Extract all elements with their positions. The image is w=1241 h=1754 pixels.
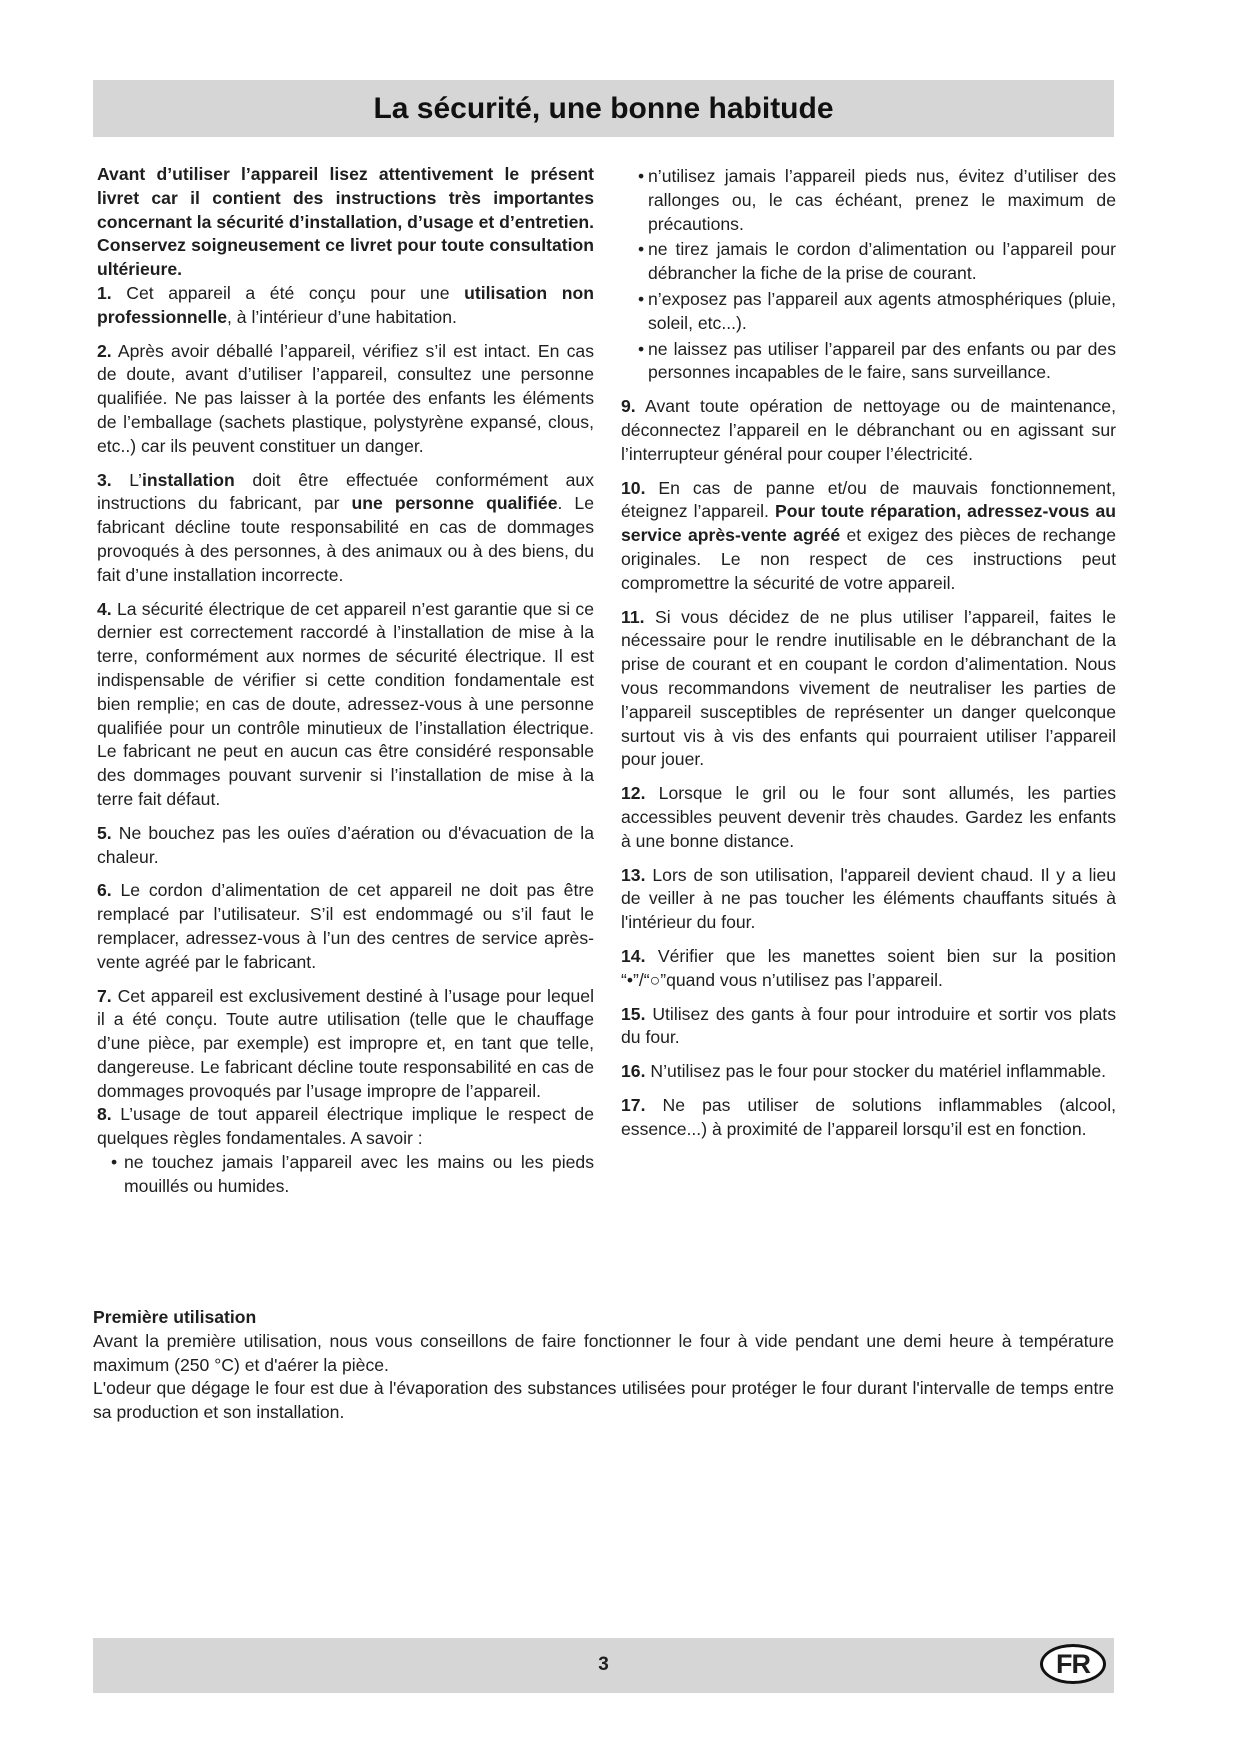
item-4 bbox=[97, 598, 594, 812]
item-2 bbox=[97, 340, 594, 459]
right-bullet-list bbox=[621, 165, 1116, 385]
language-badge: FR bbox=[1040, 1644, 1106, 1684]
first-use-section bbox=[93, 1306, 1114, 1425]
list-item: • n’utilisez jamais l’appareil pieds nus, évitez d’utiliser des rallonges ou, le cas échéant, prenez le maximum de précautions. bbox=[621, 165, 1116, 236]
item-7-text: Cet appareil est exclusivement destiné à l’usage pour lequel il a été conçu. Toute autre utilisation (telle que le chauffage d’une pièce, par exemple) est impropre et, en tant que telle, dangereuse. Le fabricant décline toute responsabilité en cas de dommages provoqués par l’usage impropre de l’appareil. bbox=[97, 985, 594, 1101]
item-14-number: 14. bbox=[621, 945, 646, 966]
intro-paragraph: Avant d’utiliser l’appareil lisez attentivement le présent livret car il contient des instructions très importantes concernant la sécurité d’installation, d’usage et d’entretien. Conservez soigneusement ce livret pour toute consultation ultérieure. bbox=[97, 164, 594, 280]
item-10-text-b: et exigez des pièces de rechange originales. Le non respect de ces instructions peut compromettre la sécurité de votre appareil. bbox=[621, 525, 1116, 593]
item-3-text-b: doit être effectuée conformément aux instructions du fabricant, par bbox=[97, 469, 594, 514]
item-5 bbox=[97, 822, 594, 870]
item-3-number: 3. bbox=[97, 469, 112, 490]
item-14 bbox=[621, 945, 1116, 993]
item-8-bullet-list bbox=[97, 1151, 594, 1199]
item-15 bbox=[621, 1003, 1116, 1051]
item-15-number: 15. bbox=[621, 1003, 646, 1024]
first-use-paragraph-2: L'odeur que dégage le four est due à l'évaporation des substances utilisées pour protéger le four durant l'intervalle de temps entre sa production et son installation. bbox=[93, 1378, 1114, 1423]
list-item: • ne tirez jamais le cordon d’alimentation ou l’appareil pour débrancher la fiche de la prise de courant. bbox=[621, 238, 1116, 286]
item-16-number: 16. bbox=[621, 1061, 646, 1082]
item-10-number: 10. bbox=[621, 477, 646, 498]
item-1-text-a: Cet appareil a été conçu pour une bbox=[111, 282, 465, 303]
item-3-bold-a: installation bbox=[141, 469, 235, 490]
item-12-number: 12. bbox=[621, 783, 646, 804]
item-17 bbox=[621, 1094, 1116, 1142]
item-2-number: 2. bbox=[97, 340, 112, 361]
item-6-text: Le cordon d’alimentation de cet appareil ne doit pas être remplacé par l’utilisateur. S’il est endommagé ou s’il faut le remplacer, adressez-vous à l’un des centres de service après-vente agréé par le fabricant. bbox=[97, 880, 594, 972]
item-5-number: 5. bbox=[97, 822, 112, 843]
item-1-bold: utilisation non professionnelle bbox=[97, 282, 594, 327]
list-item: • ne laissez pas utiliser l’appareil par des enfants ou par des personnes incapables de le faire, sans surveillance. bbox=[621, 338, 1116, 386]
item-1-text-b: , à l’intérieur d’une habitation. bbox=[227, 306, 457, 327]
item-5-text: Ne bouchez pas les ouïes d’aération ou d'évacuation de la chaleur. bbox=[97, 822, 594, 867]
item-16-text: N’utilisez pas le four pour stocker du matériel inflammable. bbox=[645, 1061, 1107, 1082]
item-8-text: L’usage de tout appareil électrique implique le respect de quelques règles fondamentales. A savoir : bbox=[97, 1104, 594, 1149]
item-3-text-a: L’ bbox=[111, 469, 142, 490]
item-14-text: Vérifier que les manettes soient bien sur la position “•”/“○”quand vous n’utilisez pas l’appareil. bbox=[621, 945, 1116, 990]
title-bar bbox=[93, 80, 1114, 137]
right-column bbox=[621, 165, 1116, 1151]
first-use-paragraph-1: Avant la première utilisation, nous vous conseillons de faire fonctionner le four à vide pendant une demi heure à température maximum (250 °C) et d'aérer la pièce. bbox=[93, 1330, 1114, 1375]
item-10-bold: Pour toute réparation, adressez-vous au service après-vente agréé bbox=[621, 501, 1116, 546]
item-17-number: 17. bbox=[621, 1094, 646, 1115]
item-10-text-a: En cas de panne et/ou de mauvais fonctionnement, éteignez l’appareil. bbox=[621, 477, 1116, 522]
item-11-number: 11. bbox=[621, 606, 645, 627]
page-number: 3 bbox=[598, 1654, 609, 1675]
item-1-number: 1. bbox=[97, 282, 112, 303]
item-6 bbox=[97, 879, 594, 974]
first-use-heading: Première utilisation bbox=[93, 1307, 257, 1327]
item-4-text: La sécurité électrique de cet appareil n’est garantie que si ce dernier est correctement raccordé à l’installation de mise à la terre, conformément aux normes de sécurité électrique. Il est indispensable de vérifier si cette condition fondamentale est bien remplie; en cas de doute, adressez-vous à une personne qualifiée pour un contrôle minutieux de l’installation électrique. Le fabricant ne peut en aucun cas être considéré responsable des dommages pouvant survenir si l’installation de mise à la terre fait défaut. bbox=[97, 598, 594, 809]
item-11 bbox=[621, 606, 1116, 773]
item-1 bbox=[97, 282, 594, 330]
item-15-text: Utilisez des gants à four pour introduire et sortir vos plats du four. bbox=[621, 1003, 1116, 1048]
item-4-number: 4. bbox=[97, 598, 112, 619]
left-column bbox=[97, 163, 594, 1201]
item-13-text: Lors de son utilisation, l'appareil devient chaud. Il y a lieu de veiller à ne pas toucher les éléments chauffants situés à l'intérieur du four. bbox=[621, 864, 1116, 933]
item-9 bbox=[621, 395, 1116, 466]
item-2-text: Après avoir déballé l’appareil, vérifiez s’il est intact. En cas de doute, avant d’utiliser l’appareil, consultez une personne qualifiée. Ne pas laisser à la portée des enfants les éléments de l’emballage (sachets plastique, polystyrène expansé, clous, etc..) car ils peuvent constituer un danger. bbox=[97, 340, 594, 456]
item-6-number: 6. bbox=[97, 880, 112, 901]
page-title: La sécurité, une bonne habitude bbox=[373, 91, 834, 125]
item-3-text-c: . Le fabricant décline toute responsabilité en cas de dommages provoqués à des personnes, à des animaux ou à des biens, du fait d’une installation incorrecte. bbox=[97, 493, 594, 585]
item-3 bbox=[97, 469, 594, 588]
item-13-number: 13. bbox=[621, 864, 646, 885]
item-9-text: Avant toute opération de nettoyage ou de maintenance, déconnectez l’appareil en le débranchant ou en agissant sur l’interrupteur général pour couper l’électricité. bbox=[621, 396, 1116, 464]
item-12 bbox=[621, 782, 1116, 853]
item-8 bbox=[97, 1103, 594, 1151]
item-11-text: Si vous décidez de ne plus utiliser l’appareil, faites le nécessaire pour le rendre inutilisable en le débranchant de la prise de courant et en coupant le cordon d’alimentation. Nous vous recommandons vivement de neutraliser les parties de l’appareil susceptibles de représenter un danger quelconque surtout vis à vis des enfants qui pourraient utiliser l’appareil pour jouer. bbox=[621, 606, 1116, 770]
item-12-text: Lorsque le gril ou le four sont allumés, les parties accessibles peuvent devenir très chaudes. Gardez les enfants à une bonne distance. bbox=[621, 783, 1116, 851]
item-16 bbox=[621, 1060, 1116, 1084]
item-10 bbox=[621, 477, 1116, 596]
item-17-text: Ne pas utiliser de solutions inflammables (alcool, essence...) à proximité de l’appareil lorsqu’il est en fonction. bbox=[621, 1094, 1116, 1139]
footer-bar bbox=[93, 1638, 1114, 1693]
list-item: • n’exposez pas l’appareil aux agents atmosphériques (pluie, soleil, etc...). bbox=[621, 288, 1116, 336]
item-13 bbox=[621, 864, 1116, 935]
item-7 bbox=[97, 985, 594, 1104]
item-9-number: 9. bbox=[621, 396, 636, 417]
item-7-number: 7. bbox=[97, 985, 112, 1006]
item-3-bold-b: une personne qualifiée bbox=[351, 493, 558, 514]
list-item: • ne touchez jamais l’appareil avec les mains ou les pieds mouillés ou humides. bbox=[97, 1151, 594, 1199]
item-8-number: 8. bbox=[97, 1104, 112, 1125]
